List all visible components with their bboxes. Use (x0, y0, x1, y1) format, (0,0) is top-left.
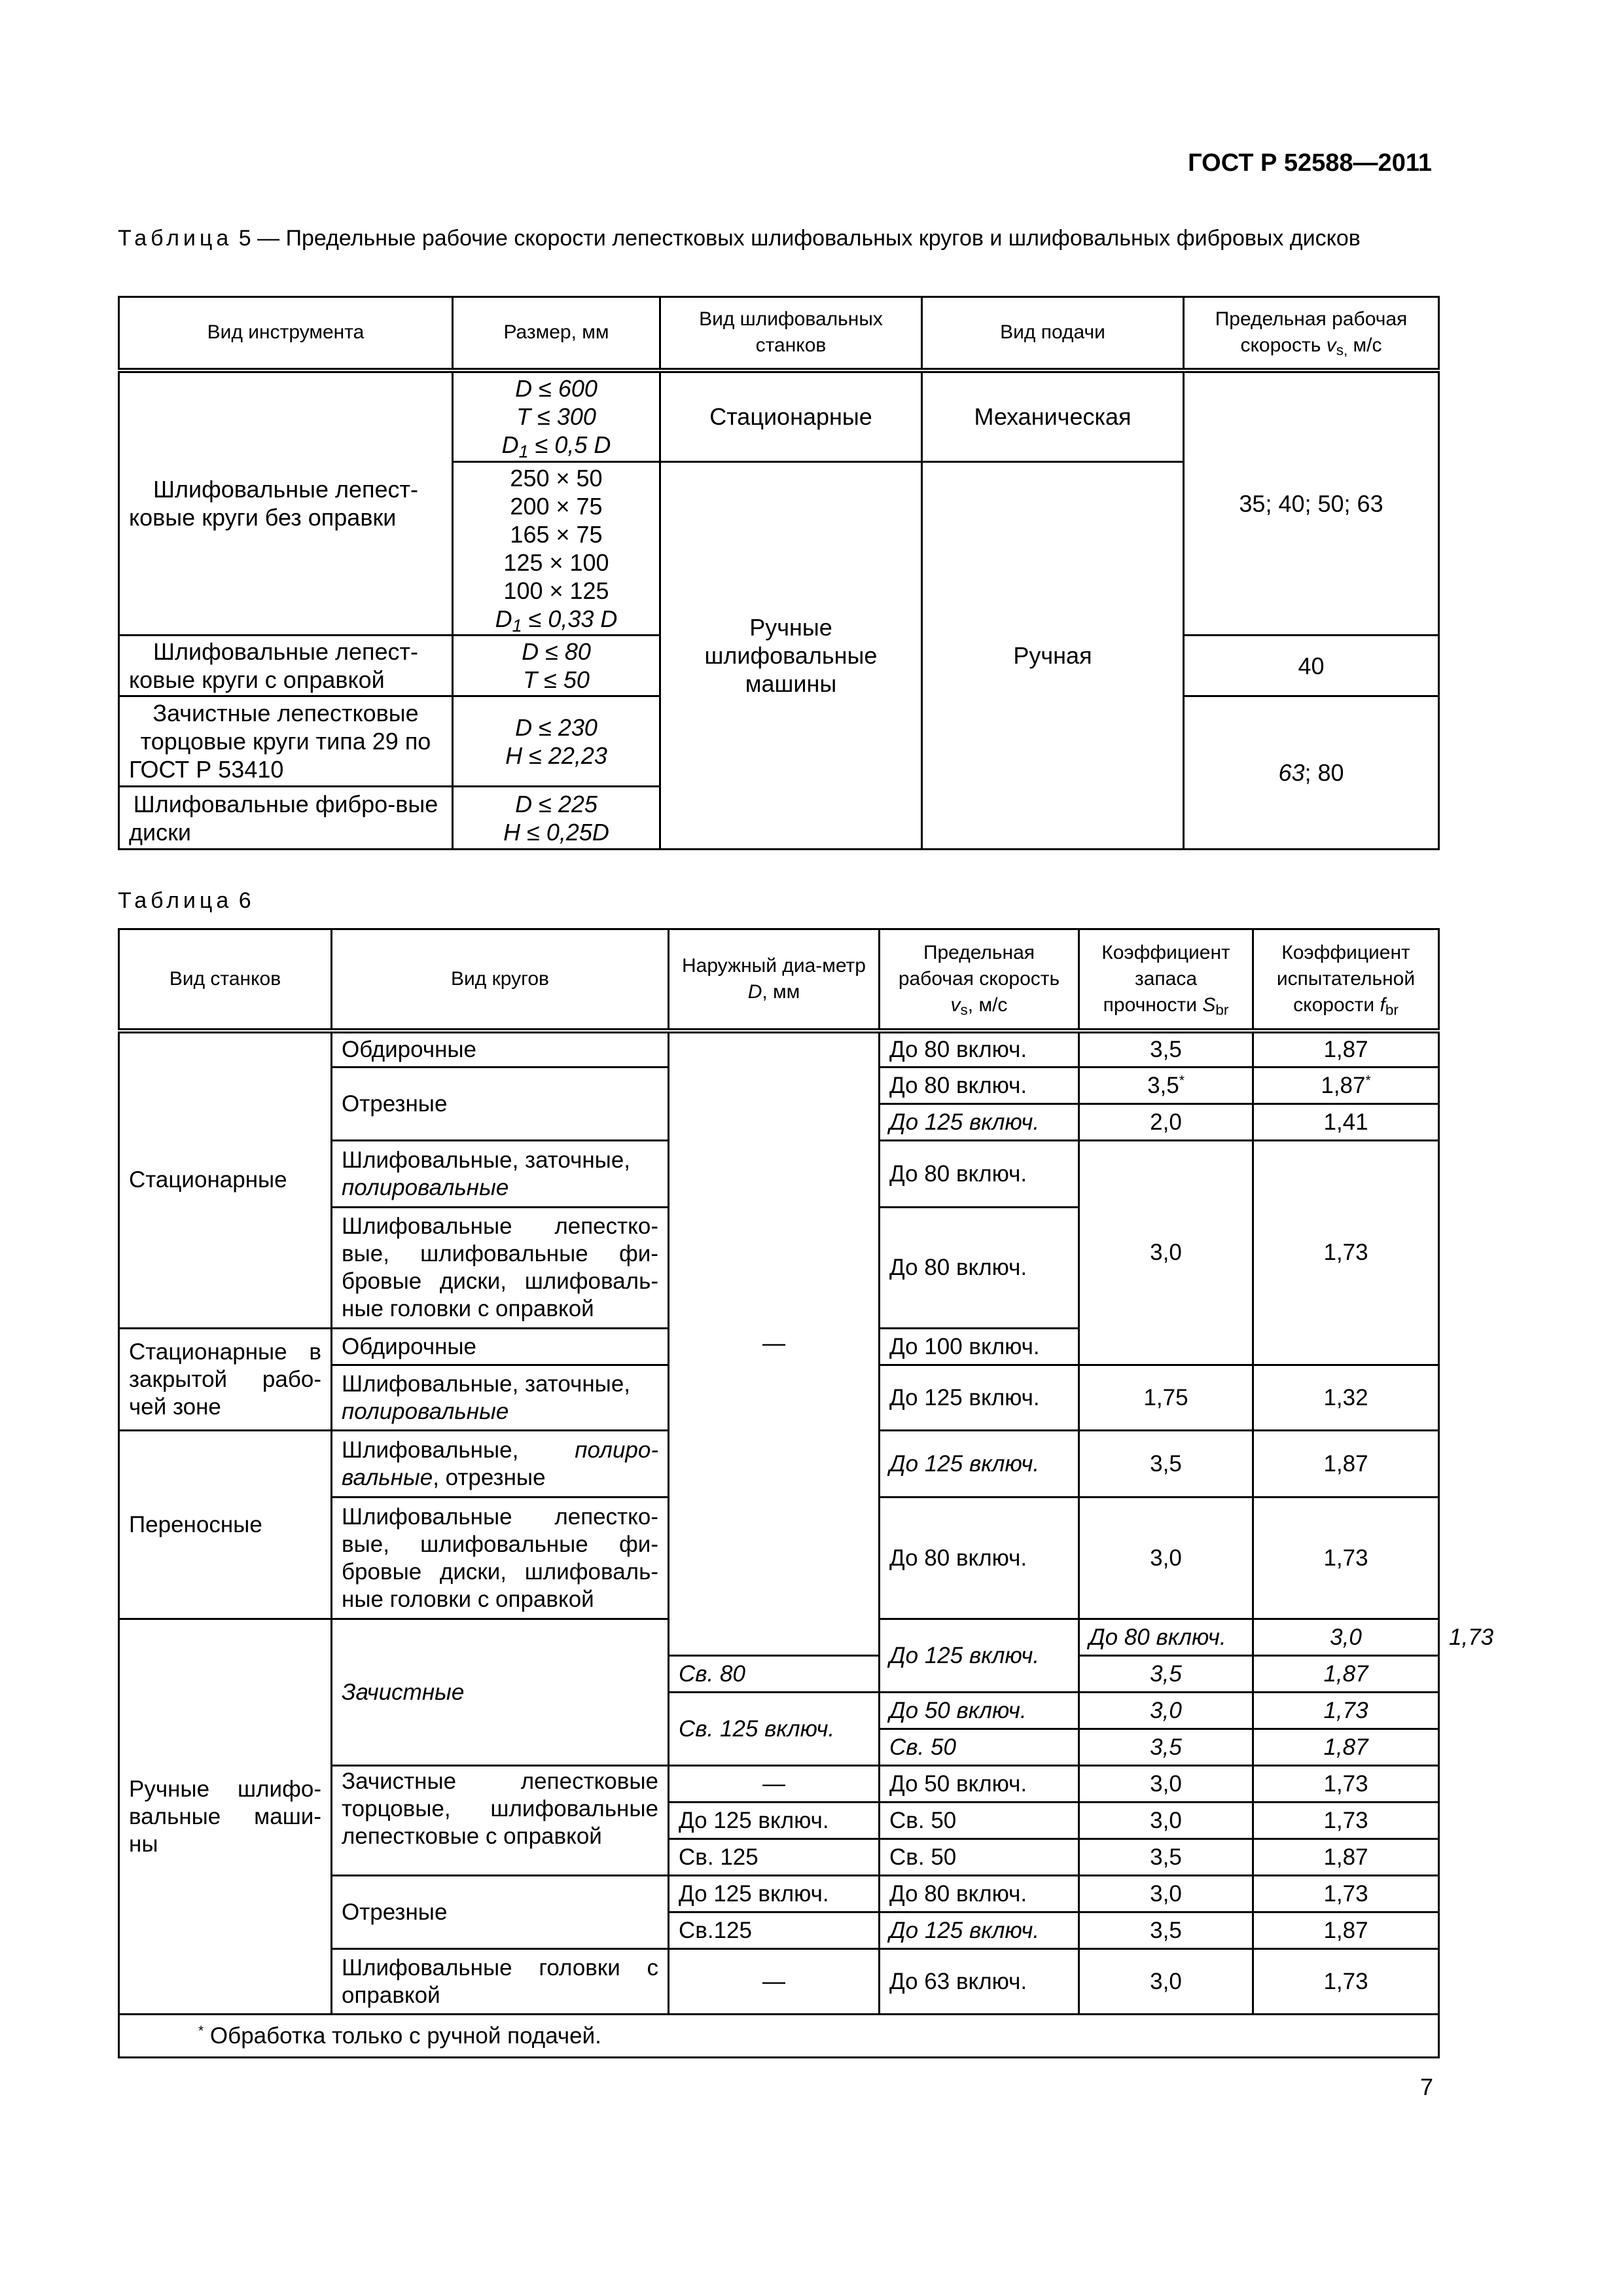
t5-size-2: D ≤ 80 T ≤ 50 (453, 636, 660, 696)
t6-wheel-cleaning-flap: Зачистные лепестковые торцовые, шлифовальные лепестковые с оправкой (332, 1766, 669, 1876)
t5-col-tool: Вид инструмента (119, 297, 453, 370)
t6-wheel-cleaning: Зачистные (332, 1619, 669, 1766)
t5-speed-2: 40 (1184, 636, 1439, 696)
t6-s-r16: 3,5 (1079, 1839, 1253, 1876)
t6-f-r4: 1,73 (1253, 1141, 1439, 1365)
t6-f-r13: 1,87 (1253, 1729, 1439, 1766)
t6-diam-upto125: До 125 включ. (880, 1619, 1079, 1693)
t6-f-r8: 1,87 (1253, 1431, 1439, 1498)
t6-f-r14: 1,73 (1253, 1766, 1439, 1803)
t6-speed-r18: До 125 включ. (880, 1912, 1079, 1949)
t6-s-r8: 3,5 (1079, 1431, 1253, 1498)
t5-size-1a: D ≤ 600 T ≤ 300 $D_1 \le 0,5$ D (453, 370, 660, 462)
t5-col-size: Размер, мм (453, 297, 660, 370)
standard-designation: ГОСТ Р 52588—2011 (1188, 149, 1432, 177)
table5-caption (118, 224, 1435, 252)
table5 (118, 296, 1440, 850)
t6-s-r17: 3,0 (1079, 1876, 1253, 1912)
t6-col-test: Коэффициент испытательной скорости $f_{br}$ (1253, 929, 1439, 1031)
t6-s-r14: 3,0 (1079, 1766, 1253, 1803)
t6-speed-r13: Св. 50 (880, 1729, 1079, 1766)
t6-wheel-portable-a: Шлифовальные, полиро-вальные, отрезные (332, 1431, 669, 1498)
t6-f-r11: 1,87 (1253, 1656, 1439, 1693)
t6-speed-r4: До 80 включ. (880, 1141, 1079, 1208)
t6-s-r3: 2,0 (1079, 1104, 1253, 1141)
t6-speed-r12: До 50 включ. (880, 1693, 1079, 1729)
t5-tool-4: Шлифовальные фибро-вые диски (119, 787, 453, 850)
t6-col-strength: Коэффициент запаса прочности $S_{br}$ (1079, 929, 1253, 1031)
t6-wheel-cutoff: Отрезные (332, 1067, 669, 1141)
t6-f-r19: 1,73 (1253, 1949, 1439, 2015)
page-number: 7 (1419, 2073, 1433, 2100)
t6-s-r7: 1,75 (1079, 1365, 1253, 1431)
t6-f-r12: 1,73 (1253, 1693, 1439, 1729)
t6-diam-upto125-c: До 125 включ. (669, 1876, 880, 1912)
t6-speed-r15: Св. 50 (880, 1803, 1079, 1839)
t6-s-r11: 3,5 (1079, 1656, 1253, 1693)
t6-speed-r17: До 80 включ. (880, 1876, 1079, 1912)
t6-f-r15: 1,73 (1253, 1803, 1439, 1839)
t6-speed-r19: До 63 включ. (880, 1949, 1079, 2015)
t6-wheel-flap: Шлифовальные лепестко-вые, шлифовальные фи-бровые диски, шлифоваль-ные головки с оправкой (332, 1208, 669, 1329)
t5-size-1b: 250 × 50 200 × 75 165 × 75 125 × 100 100 × 125 $D_1 \le 0,33$ D (453, 462, 660, 636)
t6-col-machine: Вид станков (119, 929, 332, 1031)
t6-group-closed: Стационарные в закрытой рабо-чей зоне (119, 1329, 332, 1431)
t6-speed-r11: Св. 80 (669, 1656, 880, 1693)
t6-f-r7: 1,32 (1253, 1365, 1439, 1431)
t6-s-r10: 3,0 (1253, 1619, 1439, 1656)
t6-wheel-flap-2: Шлифовальные лепестко-вые, шлифовальные фи-бровые диски, шлифоваль-ные головки с оправкой (332, 1498, 669, 1619)
t6-speed-r8: До 125 включ. (880, 1431, 1079, 1498)
t6-diameter-dash: — (669, 1031, 880, 1656)
table6-label: Таблица (118, 888, 233, 913)
t6-diam-dash-2: — (669, 1766, 880, 1803)
t6-speed-r9: До 80 включ. (880, 1498, 1079, 1619)
t6-speed-r5: До 80 включ. (880, 1208, 1079, 1329)
t6-speed-r6: До 100 включ. (880, 1329, 1079, 1365)
t5-feed-manual: Ручная (922, 462, 1184, 850)
table5-number: 5 (238, 226, 251, 251)
t6-f-r17: 1,73 (1253, 1876, 1439, 1912)
t6-diam-upto125-b: До 125 включ. (669, 1803, 880, 1839)
t6-speed-r2: До 80 включ. (880, 1067, 1079, 1104)
t6-s-r12: 3,0 (1079, 1693, 1253, 1729)
t6-group-hand: Ручные шлифо-вальные маши-ны (119, 1619, 332, 2015)
t6-wheel-rough-2: Обдирочные (332, 1329, 669, 1365)
table6: Вид станков Вид кругов Наружный диа-метр D, мм Предельная рабочая скорость $v_s$, м/с Коэффициент запаса прочности $S_{br}$ Коэффициент испытательной скорости $f_{br}$ Стационарные Обдирочные — До 80 включ. 3,5 1,87 Отрезные До 80 включ. 3,5* 1,87* До 125 включ. 2,0 1,41 Шлифовальные, заточные, полировальные До 80 включ. 3,0 1,73 Шлифовальные лепестко-вые, шлифовальные фи-бровые диски, шлифоваль-ные головки с оправкой До 80 включ. Стационарные в закрытой рабо-чей зоне Обдирочные До 100 включ. Шлифовальные, заточные, полировальные До 125 включ. 1,75 1,32 Переносные Шлифовальные, полиро-вальные, отрезные До 125 включ. 3,5 1,87 Шлифовальные лепестко-вые, шлифовальные фи-бровые диски, шлифоваль-ные головки с оправкой До 80 включ. 3,0 1,73 Ручные шлифо-вальные маши-ны Зачистные До 125 включ. До 80 включ. 3,0 1,73 Св. 80 3,5 1,87 Св. 125 включ. До 50 включ. 3,0 1,73 Св. 50 3,5 1,87 Зачистные лепестковые торцовые, шлифовальные лепестковые с оправкой — До 50 включ. 3,0 1,73 До 125 включ. Св. 50 3,0 1,73 Св. 125 Св. 50 3,5 1,87 Отрезные До 125 включ. До 80 включ. 3,0 1,73 Св.125 До 125 включ. 3,5 1,87 Шлифовальные головки с оправкой — До 63 включ. 3,0 1,73 * Обработка только с ручной подачей. (118, 928, 1440, 2058)
t6-diam-over125-c: Св.125 (669, 1912, 880, 1949)
table5-title: — Предельные рабочие скорости лепестковых шлифовальных кругов и шлифовальных фибровых дисков (257, 226, 1361, 251)
t6-s-r19: 3,0 (1079, 1949, 1253, 2015)
t6-wheel-grind-sharp-2: Шлифовальные, заточные, полировальные (332, 1365, 669, 1431)
t5-size-4: D ≤ 225 H ≤ 0,25D (453, 787, 660, 850)
t5-col-speed: Предельная рабочая скорость $v_{s,}$ м/с (1184, 297, 1439, 370)
t6-wheel-cutoff-2: Отрезные (332, 1876, 669, 1949)
t6-speed-r10: До 80 включ. (1079, 1619, 1253, 1656)
t6-group-portable: Переносные (119, 1431, 332, 1619)
t6-speed-r14: До 50 включ. (880, 1766, 1079, 1803)
t6-s-r1: 3,5 (1079, 1031, 1253, 1067)
t6-speed-r7: До 125 включ. (880, 1365, 1079, 1431)
t5-speed-3: 63; 80 (1184, 696, 1439, 850)
t6-speed-r1: До 80 включ. (880, 1031, 1079, 1067)
t6-group-stationary: Стационарные (119, 1031, 332, 1329)
t5-tool-1: Шлифовальные лепест-ковые круги без оправки (119, 370, 453, 636)
t6-wheel-rough: Обдирочные (332, 1031, 669, 1067)
t6-col-wheel: Вид кругов (332, 929, 669, 1031)
t5-tool-2: Шлифовальные лепест-ковые круги с оправкой (119, 636, 453, 696)
t6-s-r2: 3,5* (1079, 1067, 1253, 1104)
table6-caption (118, 887, 1435, 914)
t6-f-r1: 1,87 (1253, 1031, 1439, 1067)
t5-feed-mechanical: Механическая (922, 370, 1184, 462)
t6-f-r2: 1,87* (1253, 1067, 1439, 1104)
t5-col-feed: Вид подачи (922, 297, 1184, 370)
t6-f-r9: 1,73 (1253, 1498, 1439, 1619)
t6-s-r9: 3,0 (1079, 1498, 1253, 1619)
t6-wheel-grind-sharp: Шлифовальные, заточные, полировальные (332, 1141, 669, 1208)
t5-tool-3: Зачистные лепестковые торцовые круги типа 29 по ГОСТ Р 53410 (119, 696, 453, 787)
t6-diam-dash-3: — (669, 1949, 880, 2015)
t6-footnote: * Обработка только с ручной подачей. (119, 2015, 1439, 2058)
table5-label: Таблица (118, 226, 233, 251)
t6-wheel-heads: Шлифовальные головки с оправкой (332, 1949, 669, 2015)
t6-s-r4: 3,0 (1079, 1141, 1253, 1365)
t6-col-diameter: Наружный диа-метр D, мм (669, 929, 880, 1031)
t5-machine-stationary: Стационарные (660, 370, 922, 462)
t6-f-r18: 1,87 (1253, 1912, 1439, 1949)
t6-s-r13: 3,5 (1079, 1729, 1253, 1766)
t6-diam-over125: Св. 125 включ. (669, 1693, 880, 1766)
t6-speed-r3: До 125 включ. (880, 1104, 1079, 1141)
t6-f-r3: 1,41 (1253, 1104, 1439, 1141)
t6-diam-over125-b: Св. 125 (669, 1839, 880, 1876)
t6-s-r18: 3,5 (1079, 1912, 1253, 1949)
t5-speed-1: 35; 40; 50; 63 (1184, 370, 1439, 636)
t6-s-r15: 3,0 (1079, 1803, 1253, 1839)
t5-size-3: D ≤ 230 H ≤ 22,23 (453, 696, 660, 787)
t5-col-machine: Вид шлифовальных станков (660, 297, 922, 370)
t5-machine-hand: Ручные шлифовальные машины (660, 462, 922, 850)
table6-number: 6 (238, 888, 251, 913)
t6-col-speed: Предельная рабочая скорость $v_s$, м/с (880, 929, 1079, 1031)
t6-speed-r16: Св. 50 (880, 1839, 1079, 1876)
t6-f-r16: 1,87 (1253, 1839, 1439, 1876)
